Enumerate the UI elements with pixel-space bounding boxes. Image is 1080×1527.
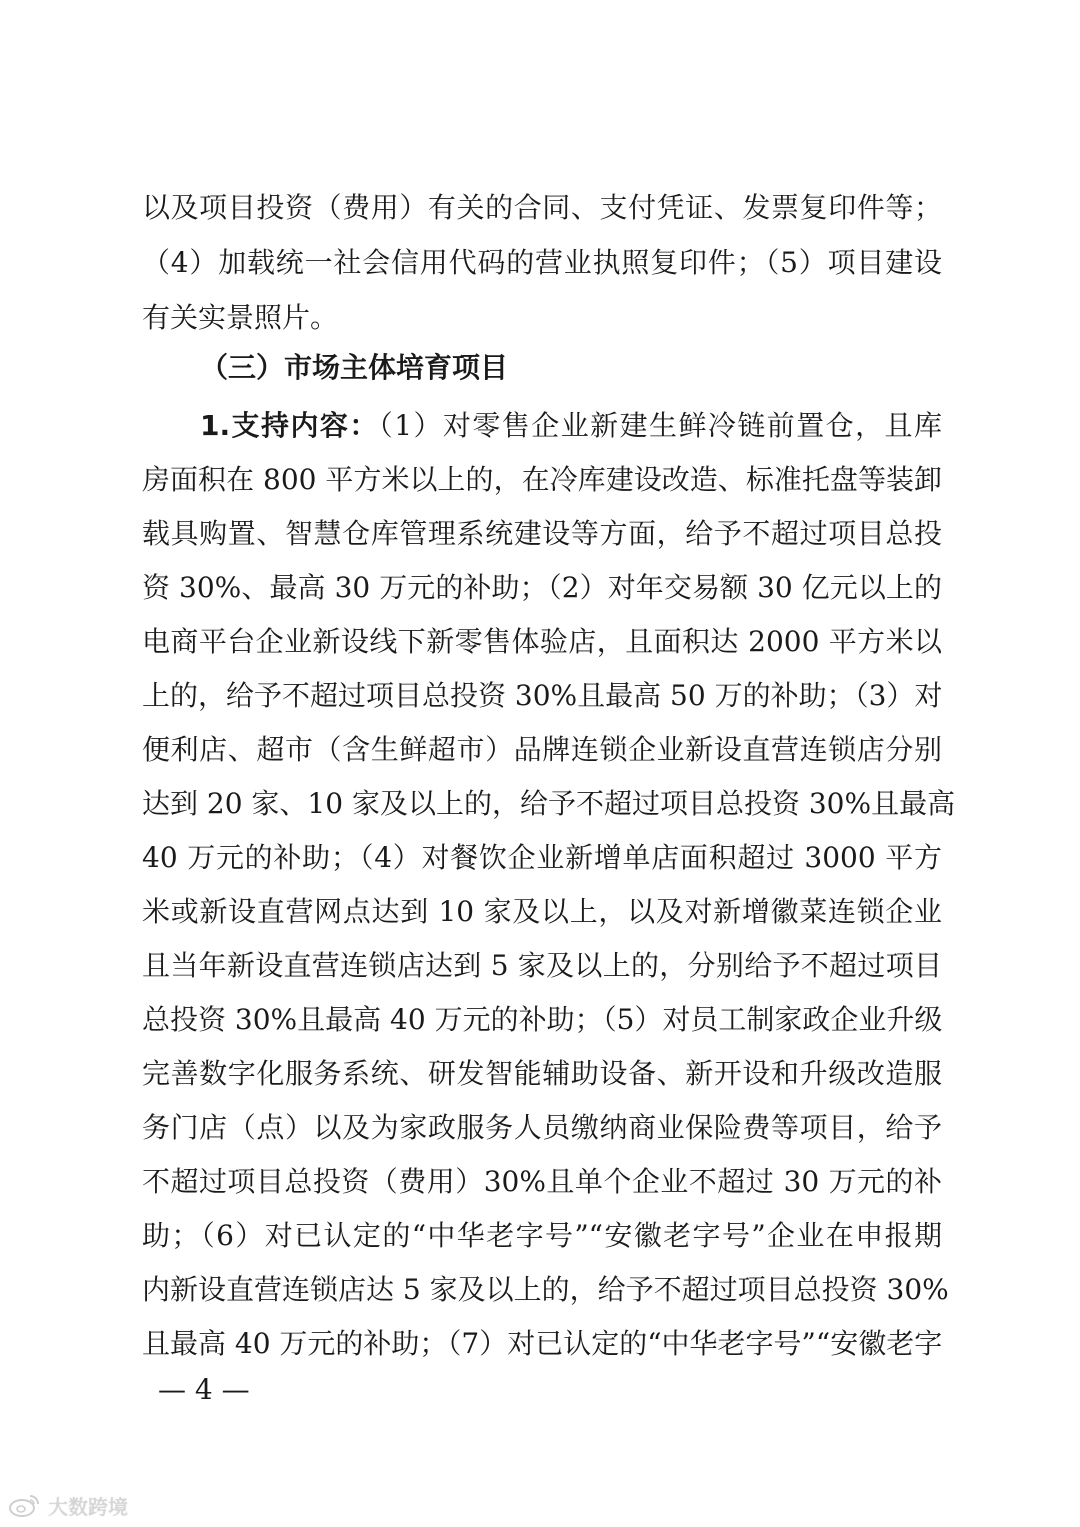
watermark-text: 大数跨境 xyxy=(48,1494,128,1519)
support-first-line xyxy=(200,408,942,444)
weibo-like-logo-icon xyxy=(8,1492,42,1518)
text-line: 以及项目投资（费用）有关的合同、支付凭证、发票复印件等； xyxy=(142,191,942,224)
text-line: 不超过项目总投资（费用）30%且单个企业不超过 30 万元的补 xyxy=(142,1165,942,1198)
text-line: 载具购置、智慧仓库管理系统建设等方面，给予不超过项目总投 xyxy=(142,517,942,550)
text-line: 房面积在 800 平方米以上的，在冷库建设改造、标准托盘等装卸 xyxy=(142,463,942,496)
text-line: （4）加载统一社会信用代码的营业执照复印件；（5）项目建设 xyxy=(142,246,942,279)
page-number: — 4 — xyxy=(158,1373,250,1406)
section-heading: （三）市场主体培育项目 xyxy=(200,351,509,384)
text-line: 务门店（点）以及为家政服务人员缴纳商业保险费等项目，给予 xyxy=(142,1111,942,1144)
text-line: 总投资 30%且最高 40 万元的补助；（5）对员工制家政企业升级 xyxy=(142,1003,943,1036)
watermark xyxy=(8,1490,128,1520)
text-line: 达到 20 家、10 家及以上的，给予不超过项目总投资 30%且最高 xyxy=(142,787,956,820)
text-line: 且最高 40 万元的补助；（7）对已认定的“中华老字号”“安徽老字 xyxy=(142,1327,943,1360)
text-line: 便利店、超市（含生鲜超市）品牌连锁企业新设直营连锁店分别 xyxy=(142,733,942,766)
text-line: 且当年新设直营连锁店达到 5 家及以上的，分别给予不超过项目 xyxy=(142,949,942,982)
text-line: 电商平台企业新设线下新零售体验店，且面积达 2000 平方米以 xyxy=(142,625,942,658)
text-line: 有关实景照片。 xyxy=(142,301,339,334)
support-first-text: （1）对零售企业新建生鲜冷链前置仓，且库 xyxy=(378,409,942,442)
support-label: 1.支持内容： xyxy=(200,409,379,442)
text-line: 完善数字化服务系统、研发智能辅助设备、新开设和升级改造服 xyxy=(142,1057,942,1090)
text-line: 米或新设直营网点达到 10 家及以上，以及对新增徽菜连锁企业 xyxy=(142,895,942,928)
text-line: 资 30%、最高 30 万元的补助；（2）对年交易额 30 亿元以上的 xyxy=(142,571,942,604)
text-line: 上的，给予不超过项目总投资 30%且最高 50 万的补助；（3）对 xyxy=(142,679,943,712)
text-line: 内新设直营连锁店达 5 家及以上的，给予不超过项目总投资 30% xyxy=(142,1273,949,1306)
text-line: 助；（6）对已认定的“中华老字号”“安徽老字号”企业在申报期 xyxy=(142,1219,942,1252)
text-line: 40 万元的补助；（4）对餐饮企业新增单店面积超过 3000 平方 xyxy=(142,841,942,874)
